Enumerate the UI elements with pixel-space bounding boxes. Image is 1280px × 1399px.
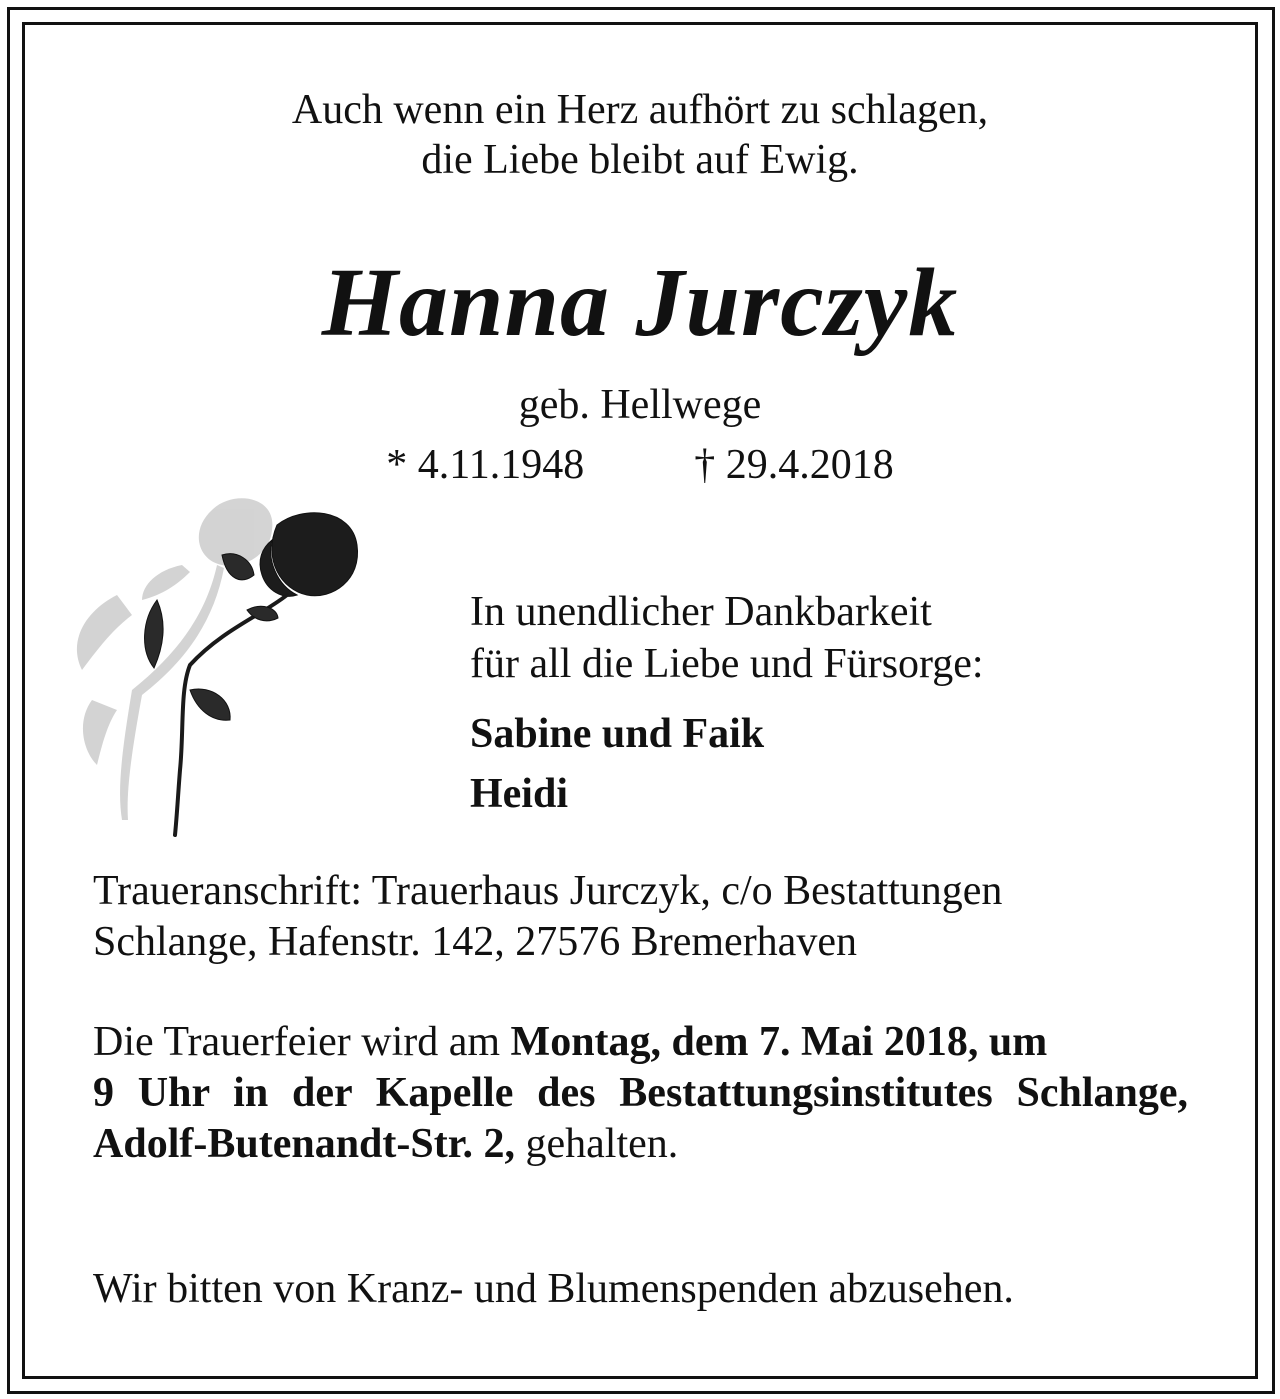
flower-request: Wir bitten von Kranz- und Blumenspenden abzusehen. [93,1266,1014,1312]
rose-illustration [62,490,372,840]
motto-line-1: Auch wenn ein Herz aufhört zu schlagen, [291,87,989,133]
rose-leaves [145,600,278,720]
motto [0,85,1280,185]
thanks-line-2: für all die Liebe und Fürsorge: [470,641,984,687]
service-place: 9 Uhr in der Kapelle des Bestattungsinstitutes Schlange, Adolf-Butenandt-Str. 2, [93,1070,1188,1167]
signer-2: Heidi [470,771,569,817]
service-intro: Die Trauerfeier wird am [93,1019,511,1065]
signer-1: Sabine und Faik [470,711,765,757]
thanks-line-1: In unendlicher Dankbarkeit [470,589,932,635]
birth-date: * 4.11.1948 [386,442,585,488]
death-date: † 29.4.2018 [694,442,894,488]
motto-line-2: die Liebe bleibt auf Ewig. [421,137,859,183]
faded-rose-shadow [77,498,272,820]
address-line-1: Traueranschrift: Trauerhaus Jurczyk, c/o Bestattungen [93,868,1003,914]
signers [470,704,764,824]
service-outro: gehalten. [515,1121,679,1167]
birth-name: geb. Hellwege [518,382,762,428]
deceased-name: Hanna Jurczyk [321,249,959,357]
mourning-address [93,866,1188,968]
address-line-2: Schlange, Hafenstr. 142, 27576 Bremerhaven [93,919,857,965]
service-date: Montag, dem 7. Mai 2018, um [510,1019,1048,1065]
funeral-service-notice [93,1017,1188,1170]
life-dates [0,440,1280,490]
thanks-text [470,586,984,690]
